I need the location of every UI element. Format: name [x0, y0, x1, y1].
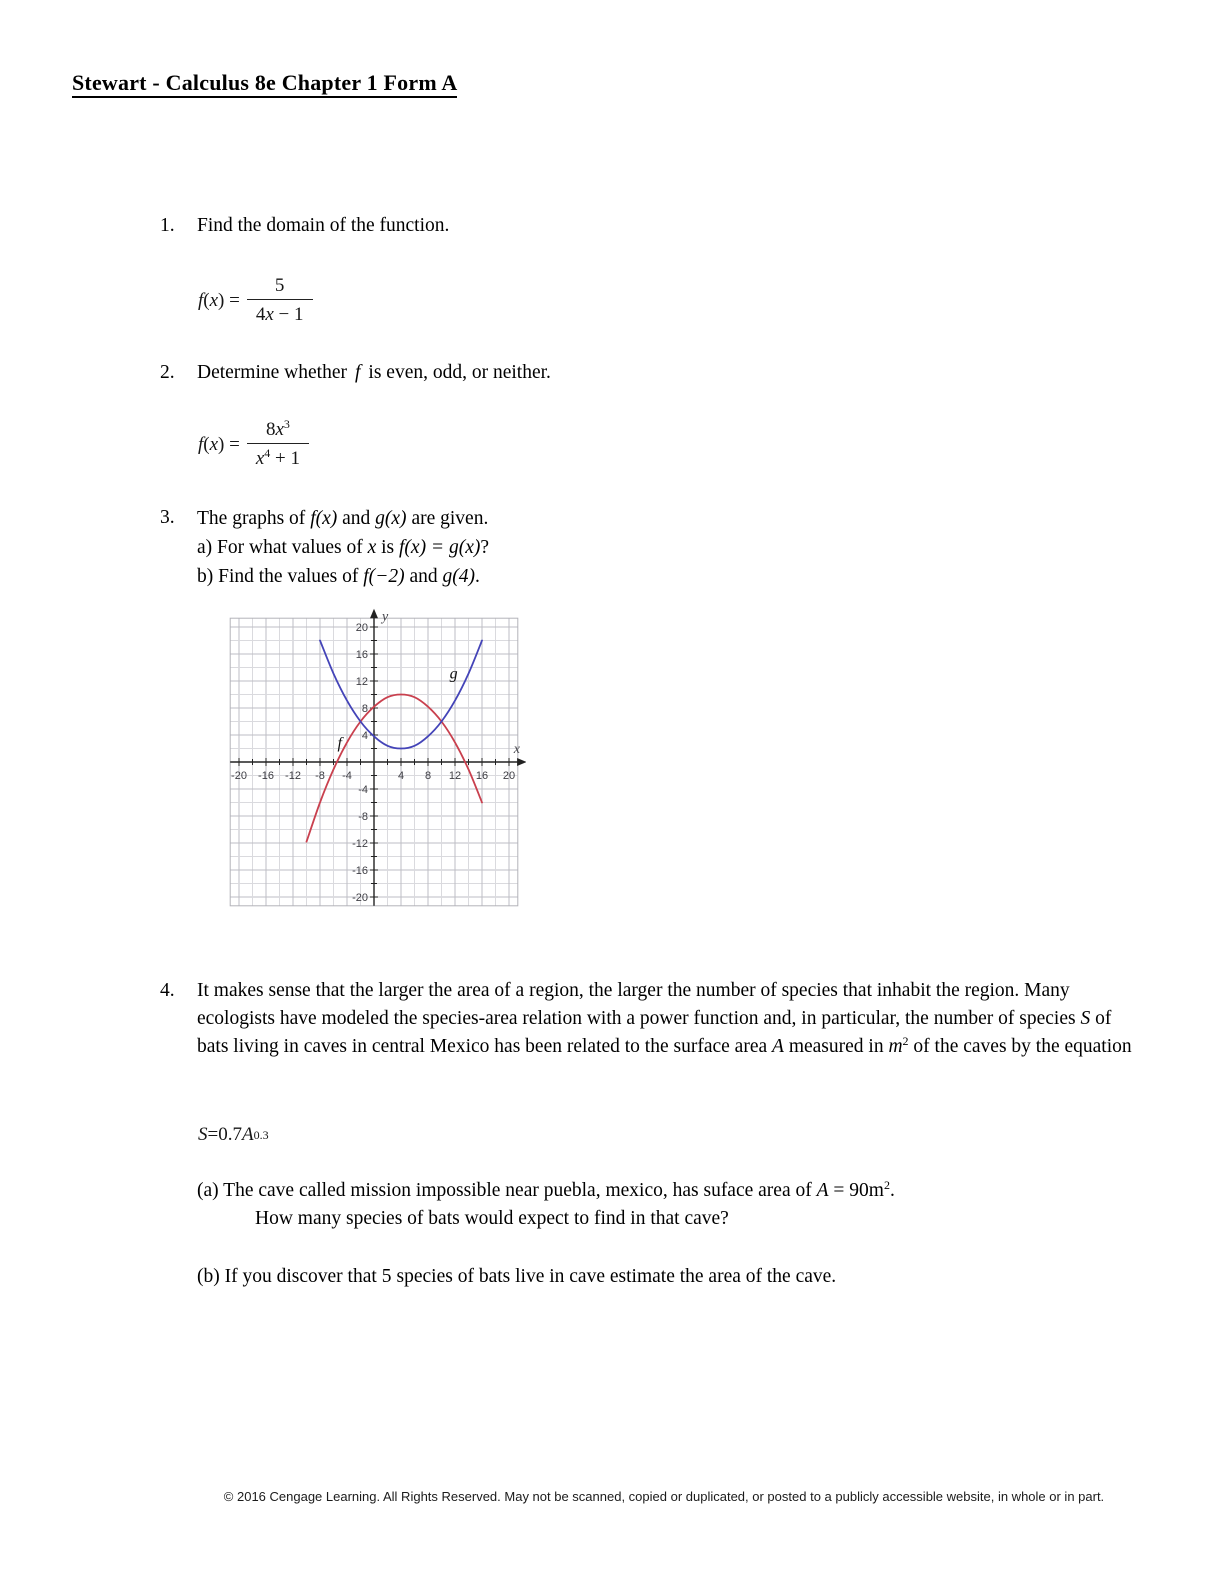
x-tick-label: 8 — [424, 770, 432, 782]
problem-4-text — [197, 977, 1139, 1061]
x-tick-label: -8 — [315, 770, 325, 782]
p4-unit-m: m — [888, 1036, 903, 1057]
formula2-func: f — [198, 433, 204, 455]
p3-l1-post: are given. — [406, 508, 489, 529]
curve-label-f: f — [337, 734, 342, 752]
curve-f — [307, 695, 483, 842]
problem-4 — [160, 977, 1139, 1061]
formula1-open: ( — [203, 289, 210, 311]
formula2-denominator — [247, 443, 309, 473]
formula2-num-exponent: 3 — [283, 417, 290, 431]
part-b-pre: (b) If you discover that — [197, 1266, 377, 1287]
y-tick-label: 4 — [361, 730, 368, 742]
x-tick-label: 12 — [448, 770, 462, 782]
y-tick-label: 16 — [355, 649, 368, 661]
p4-seg1: It makes sense that the larger the area of a region, the larger the number of species that inhabit the region. Many ecologists have modeled the species-area relation with a power function and, in particular, the number of species — [197, 980, 1081, 1029]
page-title-text: Stewart - Calculus 8e Chapter 1 Form A — [72, 70, 457, 98]
formula1-numerator: 5 — [274, 275, 285, 296]
p3-l2-post: ? — [480, 537, 490, 558]
formula1-den-tail: − 1 — [273, 304, 304, 325]
problem-4-part-a — [197, 1177, 1157, 1233]
p3-l2-mid: is — [376, 537, 399, 558]
formula1-den-coef: 4 — [255, 304, 266, 325]
p4-var-A: A — [772, 1036, 784, 1057]
formula2-open: ( — [203, 433, 210, 455]
equation-coefficient: 0.7 — [218, 1124, 242, 1145]
x-tick-label: -4 — [342, 770, 352, 782]
equation-equals: = — [207, 1124, 219, 1145]
formula2-equals: ) = — [218, 433, 240, 455]
page-title — [72, 70, 457, 96]
problem-3-number: 3. — [160, 507, 175, 528]
formula1-equals: ) = — [218, 289, 240, 311]
p4-seg3: measured in — [783, 1036, 889, 1057]
problem-3-line1 — [197, 504, 489, 533]
formula2-num-var: x — [275, 419, 284, 440]
curve-label-g: g — [449, 665, 458, 683]
p3-l1-math1: f(x) — [310, 508, 338, 529]
problem-3-line2 — [197, 533, 489, 562]
p4-var-S: S — [1080, 1008, 1091, 1029]
p3-l3-math1: f(−2) — [363, 566, 405, 587]
formula2-den-exponent: 4 — [264, 446, 271, 460]
part-a-unit-m: m — [868, 1180, 884, 1201]
y-tick-label: 12 — [355, 676, 368, 688]
y-tick-label: -12 — [352, 838, 368, 850]
part-a-pre: (a) The cave called mission impossible near puebla, mexico, has suface area of — [197, 1180, 817, 1201]
p4-seg4: of the caves by the equation — [908, 1036, 1132, 1057]
p3-l3-pre: b) Find the values of — [197, 566, 364, 587]
p4-unit-exponent: 2 — [902, 1034, 909, 1048]
formula1-func: f — [198, 289, 204, 311]
formula2-den-var: x — [255, 448, 265, 469]
part-a-post: . — [889, 1180, 895, 1201]
p3-l3-post: . — [475, 566, 480, 587]
y-tick-label: -8 — [358, 811, 368, 823]
problem-2-text-post: is even, odd, or neither. — [368, 362, 551, 383]
problem-2 — [160, 359, 551, 387]
y-tick-label: -16 — [352, 865, 368, 877]
formula2-fraction — [247, 416, 309, 473]
formula2-numerator — [247, 416, 309, 443]
problem-1-text: Find the domain of the function. — [197, 215, 450, 236]
x-tick-label: 20 — [502, 770, 516, 782]
p3-l3-math2: g(4) — [442, 566, 475, 587]
p3-l1-math2: g(x) — [375, 508, 407, 529]
y-axis-label: y — [382, 609, 389, 625]
x-tick-label: 16 — [475, 770, 489, 782]
x-tick-label: -20 — [231, 770, 247, 782]
p3-l2-pre: a) For what values of — [197, 537, 368, 558]
formula2-num-coef: 8 — [265, 419, 276, 440]
x-tick-label: -12 — [285, 770, 301, 782]
y-tick-label: 20 — [355, 622, 368, 634]
graph-svg — [224, 606, 526, 908]
x-axis-arrow — [517, 758, 526, 766]
formula1-den-var: x — [265, 304, 274, 325]
p3-l2-math2: f(x) = g(x) — [399, 537, 481, 558]
part-b-number: 5 — [381, 1266, 392, 1287]
y-tick-label: -4 — [358, 784, 368, 796]
copyright-footer: © 2016 Cengage Learning. All Rights Reserved. May not be scanned, copied or duplicated, or posted to a publicly accessible website, in whole or in part. — [223, 1489, 1105, 1504]
formula1-denominator — [247, 299, 313, 329]
p3-l3-mid: and — [404, 566, 443, 587]
part-a-line2: How many species of bats would expect to find in that cave? — [255, 1208, 729, 1229]
y-tick-label: 8 — [361, 703, 368, 715]
p3-l1-pre: The graphs of — [197, 508, 311, 529]
part-a-unit-exponent: 2 — [883, 1178, 890, 1192]
problem-4-equation: S = 0.7 A 0.3 — [198, 1124, 269, 1145]
problem-2-var-f: f — [354, 362, 361, 383]
y-axis-arrow — [370, 609, 378, 618]
problem-2-number: 2. — [160, 362, 175, 383]
p3-l1-mid: and — [337, 508, 376, 529]
equation-var-A: A — [241, 1124, 254, 1145]
problem-3-line3 — [197, 562, 489, 591]
formula1-arg: x — [209, 289, 219, 311]
problem-4-part-b — [197, 1263, 1157, 1291]
part-b-post: species of bats live in cave estimate the area of the cave. — [396, 1266, 837, 1287]
part-a-var-A: A — [816, 1180, 829, 1201]
problem-3-text — [197, 504, 489, 591]
problem-2-formula — [198, 416, 309, 473]
part-a-line1 — [197, 1177, 1157, 1205]
x-axis-label: x — [513, 742, 520, 757]
formula2-arg: x — [209, 433, 219, 455]
equation-lhs-S: S — [198, 1124, 208, 1145]
formula1-fraction — [247, 272, 313, 329]
x-tick-label: -16 — [258, 770, 274, 782]
problem-1-number: 1. — [160, 215, 175, 236]
problem-1-formula — [198, 272, 313, 329]
problem-3 — [160, 504, 489, 591]
y-tick-label: -20 — [352, 892, 368, 904]
problem-4-number: 4. — [160, 980, 175, 1001]
problem-1 — [160, 212, 449, 240]
p4-seg2: of bats living in caves in central Mexico has been related to the surface area — [197, 1008, 1112, 1057]
p3-l2-math1: x — [367, 537, 377, 558]
part-a-mid: = 90 — [828, 1180, 869, 1201]
x-tick-label: 4 — [397, 770, 405, 782]
problem-2-text-pre: Determine whether — [197, 362, 347, 383]
problem-2-text — [197, 359, 551, 387]
formula2-den-tail: + 1 — [270, 448, 300, 469]
